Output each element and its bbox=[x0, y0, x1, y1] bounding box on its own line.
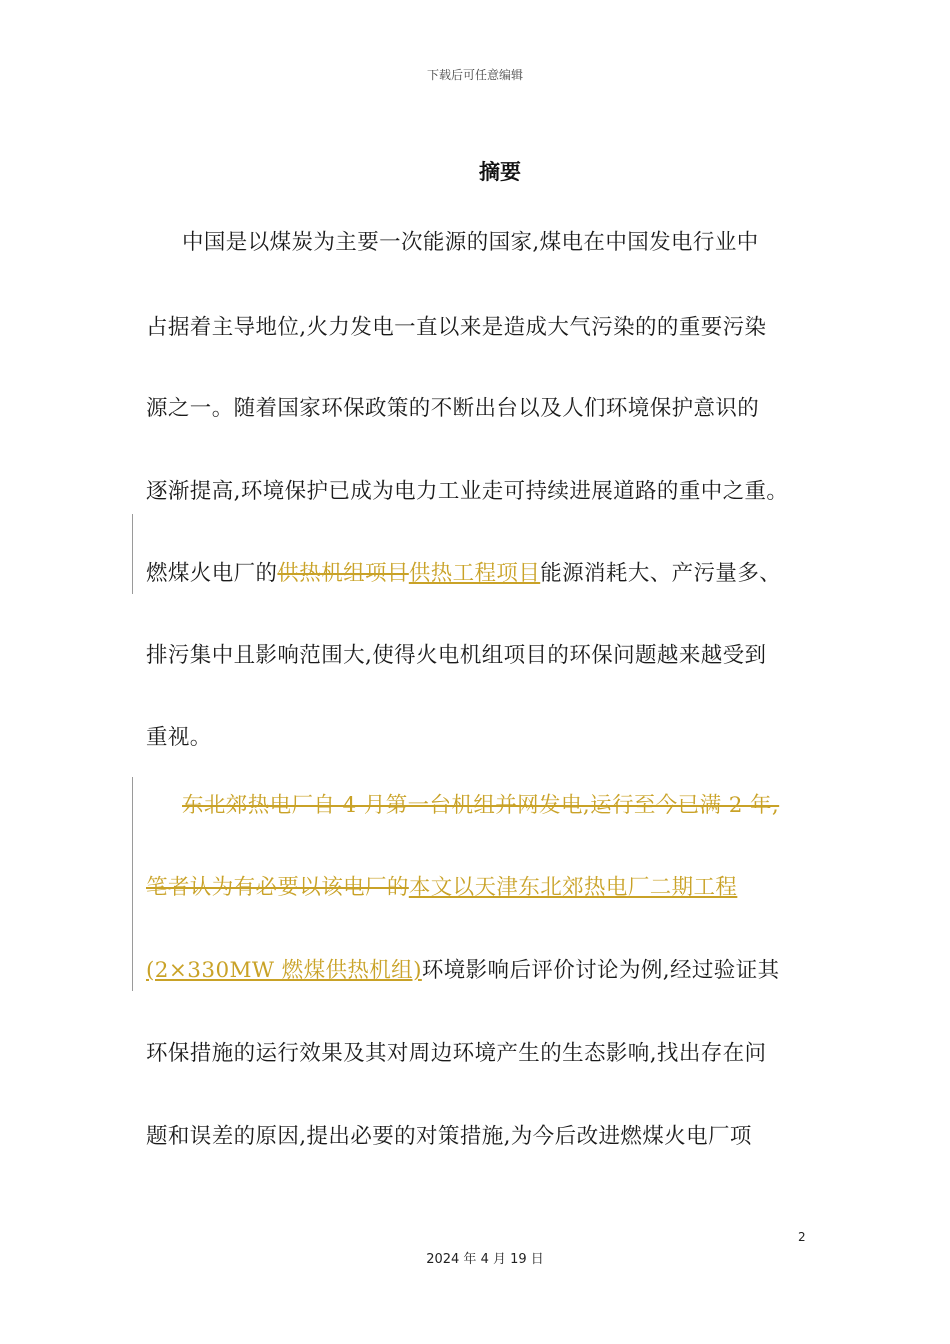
paragraph-1-line-1: 中国是以煤炭为主要一次能源的国家,煤电在中国发电行业中 bbox=[182, 230, 759, 255]
deleted-text: 笔者认为有必要以该电厂的 bbox=[146, 875, 409, 900]
paragraph-2-line-3 bbox=[146, 957, 780, 985]
paragraph-2-line-4: 环保措施的运行效果及其对周边环境产生的生态影响,找出存在问 bbox=[146, 1041, 767, 1066]
inserted-text: 供热工程项目 bbox=[408, 561, 541, 586]
page-number: 2 bbox=[798, 1230, 806, 1244]
document-title: 摘要 bbox=[479, 160, 521, 184]
change-bar bbox=[132, 514, 133, 594]
paragraph-1-line-2: 占据着主导地位,火力发电一直以来是造成大气污染的的重要污染 bbox=[146, 315, 767, 340]
page-footer-date: 2024 年 4 月 19 日 bbox=[426, 1252, 544, 1267]
line-5-start-text: 燃煤火电厂的 bbox=[146, 561, 278, 586]
paragraph-1-line-6: 排污集中且影响范围大,使得火电机组项目的环保问题越来越受到 bbox=[146, 643, 767, 668]
line-3-end-text: 环境影响后评价讨论为例,经过验证其 bbox=[421, 958, 780, 983]
paragraph-1-line-4: 逐渐提高,环境保护已成为电力工业走可持续进展道路的重中之重。 bbox=[146, 479, 789, 504]
paragraph-1-line-3: 源之一。随着国家环保政策的不断出台以及人们环境保护意识的 bbox=[146, 396, 760, 421]
paragraph-1-line-5 bbox=[146, 560, 781, 588]
paragraph-2-line-1 bbox=[182, 792, 779, 820]
deleted-text: 东北郊热电厂自 4 月第一台机组并网发电,运行至今已满 2 年, bbox=[182, 793, 780, 818]
paragraph-2-line-5: 题和误差的原因,提出必要的对策措施,为今后改进燃煤火电厂项 bbox=[146, 1124, 752, 1149]
inserted-text: 本文以天津东北郊热电厂二期工程 bbox=[408, 875, 738, 900]
deleted-text: 供热机组项目 bbox=[277, 561, 409, 586]
line-5-end-text: 能源消耗大、产污量多、 bbox=[540, 561, 782, 586]
paragraph-1-line-7: 重视。 bbox=[146, 725, 212, 750]
paragraph-2-line-2 bbox=[146, 874, 737, 902]
inserted-text: (2×330MW 燃煤供热机组) bbox=[146, 958, 422, 983]
change-bar bbox=[132, 777, 133, 991]
page-header: 下载后可任意编辑 bbox=[426, 68, 523, 82]
